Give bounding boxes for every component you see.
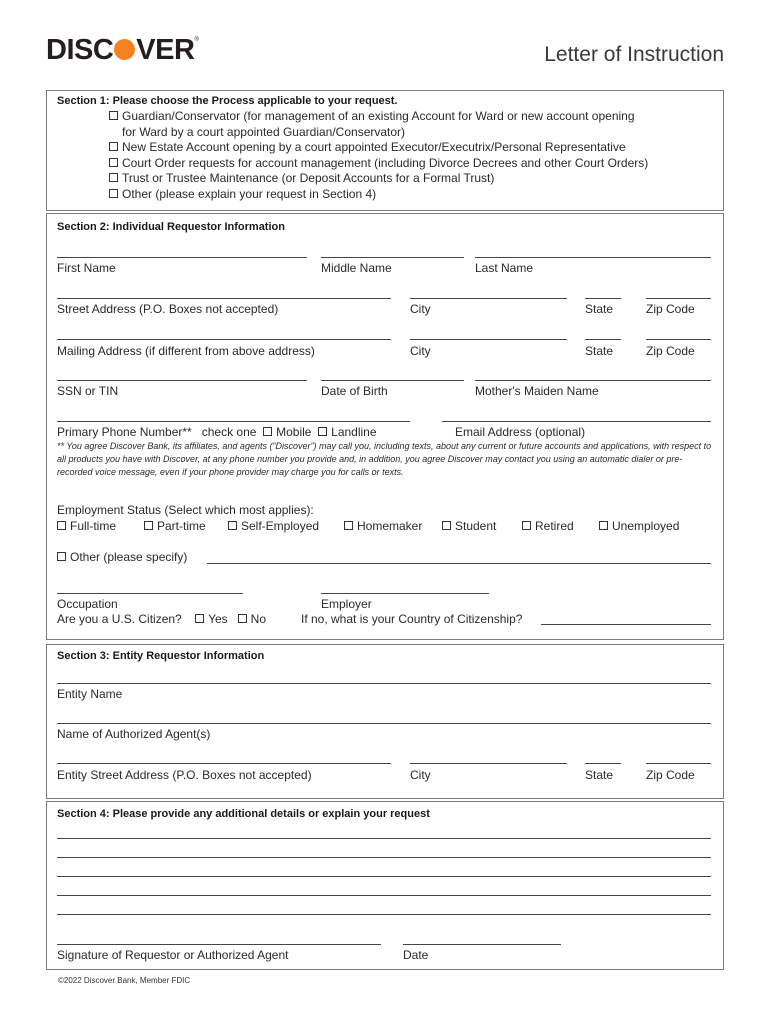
option-court-order[interactable]: Court Order requests for account management (including Divorce Decrees and other Court Orders) [109, 156, 648, 172]
maiden-name-field[interactable] [475, 380, 711, 381]
details-line-4[interactable] [57, 895, 711, 896]
emp-student[interactable]: Student [442, 519, 496, 533]
state-field[interactable] [585, 298, 621, 299]
employer-field[interactable] [321, 593, 489, 594]
entity-zip-field[interactable] [646, 763, 711, 764]
email-field[interactable] [442, 421, 711, 422]
emp-other[interactable]: Other (please specify) [57, 550, 187, 564]
date-label: Date [403, 948, 429, 962]
process-options [109, 109, 648, 202]
phone-field[interactable] [57, 421, 410, 422]
checkbox[interactable] [522, 521, 531, 530]
section-4-title: Section 4: Please provide any additional details or explain your request [57, 808, 430, 820]
checkbox[interactable] [57, 552, 66, 561]
zip-label: Zip Code [646, 302, 695, 316]
mobile-checkbox[interactable] [263, 427, 272, 436]
check-one-label: check one [201, 425, 257, 439]
section-1-title: Section 1: Please choose the Process applicable to your request. [57, 95, 398, 107]
state-label: State [585, 302, 614, 316]
checkbox[interactable] [344, 521, 353, 530]
emp-homemaker[interactable]: Homemaker [344, 519, 422, 533]
agent-field[interactable] [57, 723, 711, 724]
mailing-label: Mailing Address (if different from above address) [57, 344, 315, 358]
mailing-state-field[interactable] [585, 339, 621, 340]
option-other[interactable]: Other (please explain your request in Section 4) [109, 187, 648, 203]
entity-city-label: City [410, 768, 431, 782]
occupation-field[interactable] [57, 593, 243, 594]
option-trust[interactable]: Trust or Trustee Maintenance (or Deposit Accounts for a Formal Trust) [109, 171, 648, 187]
mobile-label: Mobile [276, 425, 312, 439]
phone-disclaimer: ** You agree Discover Bank, its affiliates, and agents (“Discover”) may call you, including texts, about any current or future accounts and applications, with respect to all products you have with Discover, at any phone number you provide and, in addition, you agree Discover may contact you using an automatic dialer or pre-recorded voice message, even if your phone provider may charge you for calls or texts. [57, 441, 712, 477]
citizen-question: Are you a U.S. Citizen? [57, 612, 182, 626]
checkbox[interactable] [57, 521, 66, 530]
section-3-box [46, 644, 724, 799]
phone-label: Primary Phone Number** [57, 425, 192, 439]
option-guardian-cont: for Ward by a court appointed Guardian/Conservator) [122, 124, 406, 139]
employment-label: Employment Status (Select which most applies): [57, 503, 314, 517]
mailing-state-label: State [585, 344, 614, 358]
mailing-field[interactable] [57, 339, 391, 340]
entity-state-label: State [585, 768, 614, 782]
occupation-label: Occupation [57, 597, 118, 611]
middle-name-field[interactable] [321, 257, 464, 258]
details-line-3[interactable] [57, 876, 711, 877]
dob-field[interactable] [321, 380, 464, 381]
employer-label: Employer [321, 597, 372, 611]
emp-fulltime[interactable]: Full-time [57, 519, 116, 533]
email-label: Email Address (optional) [455, 425, 586, 439]
details-line-1[interactable] [57, 838, 711, 839]
landline-checkbox[interactable] [318, 427, 327, 436]
emp-retired[interactable]: Retired [522, 519, 574, 533]
country-field[interactable] [541, 624, 711, 625]
checkbox[interactable] [109, 158, 118, 167]
section-2-title: Section 2: Individual Requestor Information [57, 221, 285, 233]
maiden-name-label: Mother's Maiden Name [475, 384, 599, 398]
emp-unemployed[interactable]: Unemployed [599, 519, 679, 533]
city-field[interactable] [410, 298, 567, 299]
zip-field[interactable] [646, 298, 711, 299]
option-guardian[interactable]: Guardian/Conservator (for management of an existing Account for Ward or new account opening [109, 109, 648, 125]
checkbox[interactable] [144, 521, 153, 530]
city-label: City [410, 302, 431, 316]
logo-text-b: VER [136, 34, 195, 66]
checkbox[interactable] [442, 521, 451, 530]
entity-name-label: Entity Name [57, 687, 123, 701]
citizen-no-label: No [250, 612, 267, 626]
middle-name-label: Middle Name [321, 261, 392, 275]
entity-city-field[interactable] [410, 763, 567, 764]
first-name-label: First Name [57, 261, 116, 275]
last-name-field[interactable] [475, 257, 711, 258]
discover-logo [46, 34, 198, 67]
logo-text-a: DISC [46, 34, 114, 66]
ssn-field[interactable] [57, 380, 307, 381]
agent-label: Name of Authorized Agent(s) [57, 727, 211, 741]
logo-orange-circle [114, 39, 135, 60]
entity-state-field[interactable] [585, 763, 621, 764]
first-name-field[interactable] [57, 257, 307, 258]
details-line-5[interactable] [57, 914, 711, 915]
phone-row [57, 425, 377, 439]
mailing-city-field[interactable] [410, 339, 567, 340]
details-line-2[interactable] [57, 857, 711, 858]
section-4-box [46, 801, 724, 970]
checkbox[interactable] [599, 521, 608, 530]
mailing-zip-label: Zip Code [646, 344, 695, 358]
mailing-city-label: City [410, 344, 431, 358]
citizen-no-checkbox[interactable] [238, 614, 247, 623]
citizen-yes-label: Yes [208, 612, 228, 626]
checkbox[interactable] [228, 521, 237, 530]
entity-street-label: Entity Street Address (P.O. Boxes not accepted) [57, 768, 312, 782]
country-question: If no, what is your Country of Citizenship? [301, 612, 523, 626]
footer-copyright: ©2022 Discover Bank, Member FDIC [58, 976, 191, 985]
checkbox[interactable] [109, 189, 118, 198]
entity-name-field[interactable] [57, 683, 711, 684]
registered-mark: ® [194, 37, 199, 43]
last-name-label: Last Name [475, 261, 534, 275]
mailing-zip-field[interactable] [646, 339, 711, 340]
date-field[interactable] [403, 944, 561, 945]
emp-parttime[interactable]: Part-time [144, 519, 206, 533]
landline-label: Landline [331, 425, 377, 439]
emp-self[interactable]: Self-Employed [228, 519, 319, 533]
signature-label: Signature of Requestor or Authorized Agent [57, 948, 289, 962]
signature-field[interactable] [57, 944, 381, 945]
checkbox[interactable] [109, 111, 118, 120]
section-1-box [46, 90, 724, 211]
checkbox[interactable] [109, 142, 118, 151]
street-field[interactable] [57, 298, 391, 299]
citizen-yes-checkbox[interactable] [195, 614, 204, 623]
option-estate[interactable]: New Estate Account opening by a court appointed Executor/Executrix/Personal Representative [109, 140, 648, 156]
document-title: Letter of Instruction [544, 43, 724, 66]
section-3-title: Section 3: Entity Requestor Information [57, 650, 265, 662]
emp-other-field[interactable] [207, 563, 711, 564]
checkbox[interactable] [109, 173, 118, 182]
dob-label: Date of Birth [321, 384, 388, 398]
street-label: Street Address (P.O. Boxes not accepted) [57, 302, 279, 316]
citizen-row [57, 612, 266, 626]
ssn-label: SSN or TIN [57, 384, 119, 398]
entity-zip-label: Zip Code [646, 768, 695, 782]
section-2-box [46, 213, 724, 640]
entity-street-field[interactable] [57, 763, 391, 764]
